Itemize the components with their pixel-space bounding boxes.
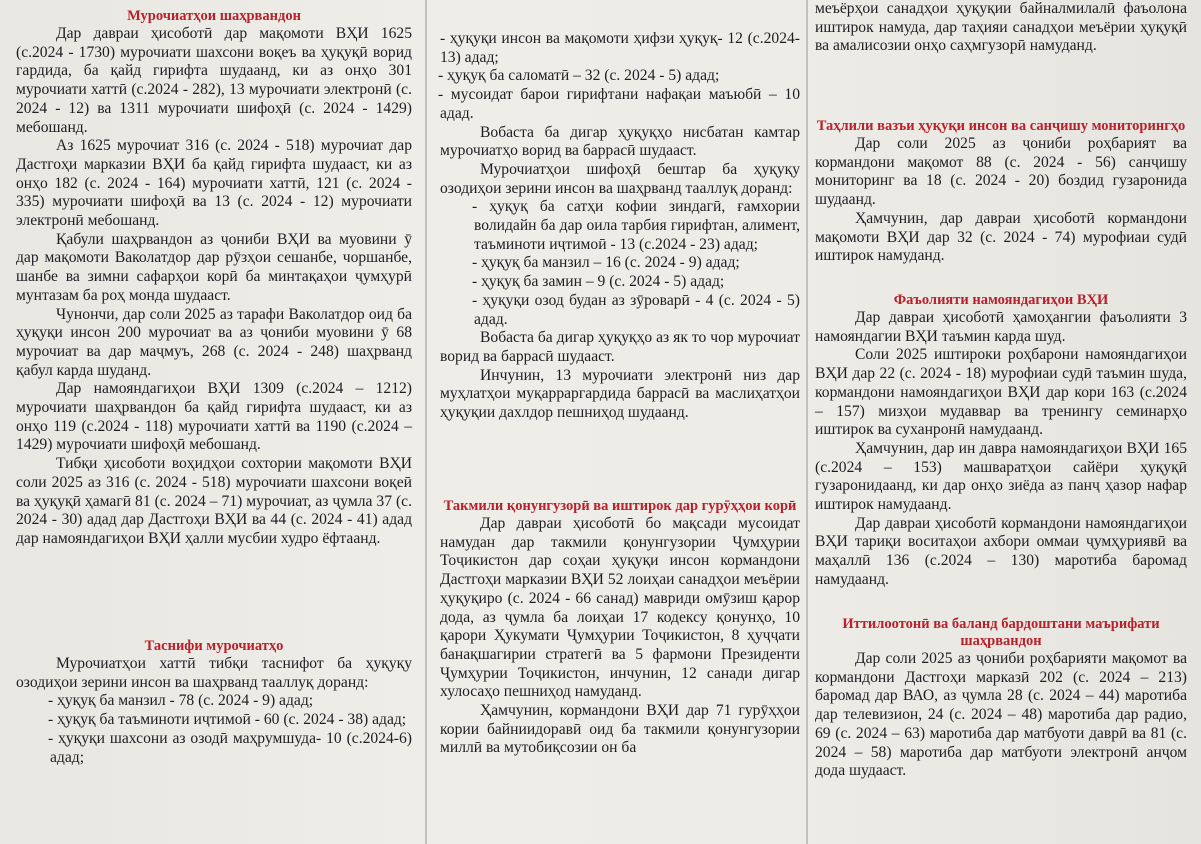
list-item: - ҳуқуқ ба саломатӣ – 32 (с. 2024 - 5) адад; (438, 67, 720, 85)
list-item: - мусоидат барои гирифтани нафақаи маъюбӣ – 10 адад. (438, 86, 800, 122)
section-citizen-appeals (16, 8, 412, 549)
paragraph: Тибқи ҳисоботи воҳидҳои сохтории мақомоти ВҲИ соли 2025 аз 316 (с. 2024 - 518) мурочиати шахсони воқеӣ ва ҳуқуқӣ ҳамагӣ 81 (с. 2024 – 71) мурочиат, аз ҷумла 37 (с. 2024 - 30) адад дар Дастгоҳи ВҲИ ва 44 (с. 2024 - 41) адад дар намояндагиҳои ВҲИ ҳалли мусбии худро ёфтаанд. (16, 455, 412, 547)
section-public-awareness (815, 616, 1187, 781)
paragraph: Мурочиатҳои шифоҳӣ бештар ба ҳуқуқу озодиҳои зерини инсон ва шаҳрванд тааллуқ доранд: (440, 160, 800, 197)
paragraph: Ҳамчунин, дар давраи ҳисоботӣ кормандони мақомоти ВҲИ дар 32 (с. 2024 - 74) мурофиаи судӣ иштирок намуданд. (815, 209, 1187, 265)
paragraph: Дар давраи ҳисоботӣ кормандони намояндагиҳои ВҲИ тариқи воситаҳои ахбори оммаи ҷумҳуриявӣ ва маҳаллӣ 136 (с.2024 – 130) маротиба баромад намудаанд. (815, 514, 1187, 588)
list-item: - ҳуқуқи инсон ва мақомоти ҳифзи ҳуқуқ- 12 (с.2024-13) адад; (440, 30, 800, 66)
paragraph: Ҳамчунин, дар ин давра намояндагиҳои ВҲИ 165 (с.2024 – 153) машваратҳои сайёри ҳуқуқӣ гузаронидаанд, ки дар онҳо зиёда аз панҷ ҳазор нафар иштирок намудаанд. (815, 439, 1187, 514)
list-item: - ҳуқуқ ба манзил – 16 (с. 2024 - 9) адад; (472, 254, 740, 272)
paragraph: меъёрҳои санадҳои ҳуқуқии байналмилалӣ фаъолона иштирок намуда, дар таҳияи санадҳои меъёрии ҳуқуқӣ ва амалисозии онҳо саҳмгузорӣ намуданд. (815, 0, 1187, 55)
list-item: - ҳуқуқи шахсони аз озодӣ маҳрумшуда- 10 (с.2024-6) адад; (48, 729, 412, 766)
paragraph: Вобаста ба дигар ҳуқуқҳо нисбатан камтар мурочиатҳо ворид ва баррасӣ шудааст. (440, 123, 800, 160)
section-title: Таҳлили вазъи ҳуқуқи инсон ва санҷишу мониторингҳо (816, 118, 1186, 134)
section-monitoring (815, 118, 1187, 266)
section-legislation (440, 498, 800, 758)
paragraph: Дар давраи ҳисоботӣ дар мақомоти ВҲИ 1625 (с.2024 - 1730) мурочиати шахсони воқеъ ва ҳуқуқӣ ворид гардида, ба қайд гирифта шудаанд, ки аз онҳо 301 мурочиати хаттӣ (с.2024 - 282), 13 мурочиати электронӣ (с. 2024 - 12) ва 1311 мурочиати шифоҳӣ (с. 2024 - 1429) мебошанд. (16, 25, 412, 136)
paragraph: Соли 2025 иштироки роҳбарони намояндагиҳои ВҲИ дар 22 (с. 2024 - 18) мурофиаи судӣ таъмин шуда, кормандони намояндагиҳои ВҲИ дар кори 163 (с.2024 – 157) мизҳои мудаввар ва тренингу семинарҳо иштирок ва суханронӣ намудаанд. (815, 346, 1187, 439)
paragraph: Мурочиатҳои хаттӣ тибқи таснифот ба ҳуқуқу озодиҳои зерини инсон ва шаҳрванд тааллуқ доранд: (16, 655, 412, 691)
paragraph: Вобаста ба дигар ҳуқуқҳо аз як то чор мурочиат ворид ва баррасӣ шудааст. (440, 329, 800, 365)
section-title: Иттилоотонӣ ва баланд бардоштани маърифати шаҳрвандон (842, 616, 1160, 649)
list-item: - ҳуқуқи озод будан аз зӯроварӣ - 4 (с. 2024 - 5) адад. (472, 291, 800, 328)
paragraph: Дар соли 2025 аз ҷониби роҳбарият ва кормандони мақомот 88 (с. 2024 - 56) санҷишу мониторинг ва 18 (с. 2024 - 20) боздид гузаронида шудаанд. (815, 135, 1187, 209)
section-title: Таснифи мурочиатҳо (144, 638, 284, 654)
list-item: - ҳуқуқ ба таъминоти иҷтимоӣ - 60 (с. 2024 - 38) адад; (48, 711, 407, 729)
column-left (16, 0, 412, 844)
section-representatives (815, 292, 1187, 590)
list-item: - ҳуқуқ ба манзил - 78 (с. 2024 - 9) адад; (48, 692, 314, 710)
column-right (815, 0, 1187, 844)
paragraph: Дар соли 2025 аз ҷониби роҳбарияти мақомот ва кормандони Дастгоҳи марказӣ 202 (с. 2024 – 213) баромад дар ВАО, аз ҷумла 28 (с. 2024 – 44) маротиба дар телевизион, 24 (с. 2024 – 48) маротиба дар радио, 69 (с. 2024 – 63) маротиба дар матбуоти даврӣ ва 81 (с. 2024 – 58) маротиба дар матбуоти электронӣ анҷом дода шудааст. (815, 650, 1187, 780)
paragraph: Дар намояндагиҳои ВҲИ 1309 (с.2024 – 1212) мурочиати шаҳрвандон ба қайд гирифта шудааст, ки аз онҳо 119 (с.2024 - 118) мурочиати хаттӣ ва 1190 (с.2024 – 1429) мурочиати шифоҳӣ мебошанд. (16, 380, 412, 454)
paragraph: Аз 1625 мурочиат 316 (с. 2024 - 518) мурочиат дар Дастгоҳи марказии ВҲИ ба қайд гирифта шудааст, ки аз онҳо 182 (с. 2024 - 164) мурочиати хаттӣ, 121 (с. 2024 - 335) мурочиати шифоҳӣ ва 13 (с. 2024 - 12) мурочиати электронӣ мебошанд. (16, 137, 412, 230)
fold-line-right (806, 0, 808, 844)
section-continued-list (440, 30, 800, 423)
paragraph: Инчунин, 13 мурочиати электронӣ низ дар муҳлатҳои муқарраргардида баррасӣ ва маслиҳатҳои ҳуқуқии дахлдор пешниҳод шудаанд. (440, 366, 800, 422)
paragraph: Чунончи, дар соли 2025 аз тарафи Ваколатдор оид ба ҳуқуқи инсон 200 мурочиат ва аз ҷониби муовини ӯ 68 мурочиат ва дар маҷмуъ, 268 (с. 2024 - 248) шаҳрванд қабул карда шуданд. (16, 305, 412, 379)
paragraph: Қабули шаҳрвандон аз ҷониби ВҲИ ва муовини ӯ дар мақомоти Ваколатдор дар рӯзҳои сешанбе, чоршанбе, шанбе ва зимни сафарҳои корӣ ба минтақаҳои ҷумҳурӣ мунтазам ба роҳ монда шудааст. (16, 230, 412, 304)
section-title: Такмили қонунгузорӣ ва иштирок дар гурӯҳҳои корӣ (443, 498, 797, 514)
section-title: Мурочиатҳои шаҳрвандон (127, 8, 301, 24)
column-middle (440, 0, 800, 844)
list-item: - ҳуқуқ ба сатҳи кофии зиндагӣ, ғамхории волидайн ба дар оила тарбия гирифтан, алимент, таъминоти иҷтимоӣ - 13 (с.2024 - 23) адад; (472, 198, 800, 253)
fold-line-left (425, 0, 427, 844)
paragraph: Ҳамчунин, кормандони ВҲИ дар 71 гурӯҳҳои кории байниидоравӣ оид ба такмили қонунгузории миллӣ ва мутобиқсозии он ба (440, 702, 800, 757)
paragraph: Дар давраи ҳисоботӣ бо мақсади мусоидат намудан дар такмили қонунгузории Ҷумҳурии Тоҷикистон дар соҳаи ҳуқуқи инсон кормандони Дастгоҳи марказии ВҲИ 52 лоиҳаи санадҳои меъёрии ҳуқуқиро (с. 2024 - 66 санад) мавриди омӯзиш қарор дода, аз ҷумла ба лоиҳаи 17 кодексу қонунҳо, 10 қарори Ҳукумати Ҷумҳурии Тоҷикистон, 8 ҳуҷҷати банақшагирии стратегӣ ва 5 фармони Президенти Ҷумҳурии Тоҷикистон, инчунин, 12 санади дигар хулосаҳо пешниҳод намуданд. (440, 515, 800, 701)
section-classification (16, 638, 412, 767)
section-continued-text (815, 0, 1187, 56)
list-item: - ҳуқуқ ба замин – 9 (с. 2024 - 5) адад; (472, 273, 725, 291)
paragraph: Дар давраи ҳисоботӣ ҳамоҳангии фаъолияти 3 намояндагии ВҲИ таъмин карда шуд. (815, 309, 1187, 345)
section-title: Фаъолияти намояндагиҳои ВҲИ (893, 292, 1109, 308)
